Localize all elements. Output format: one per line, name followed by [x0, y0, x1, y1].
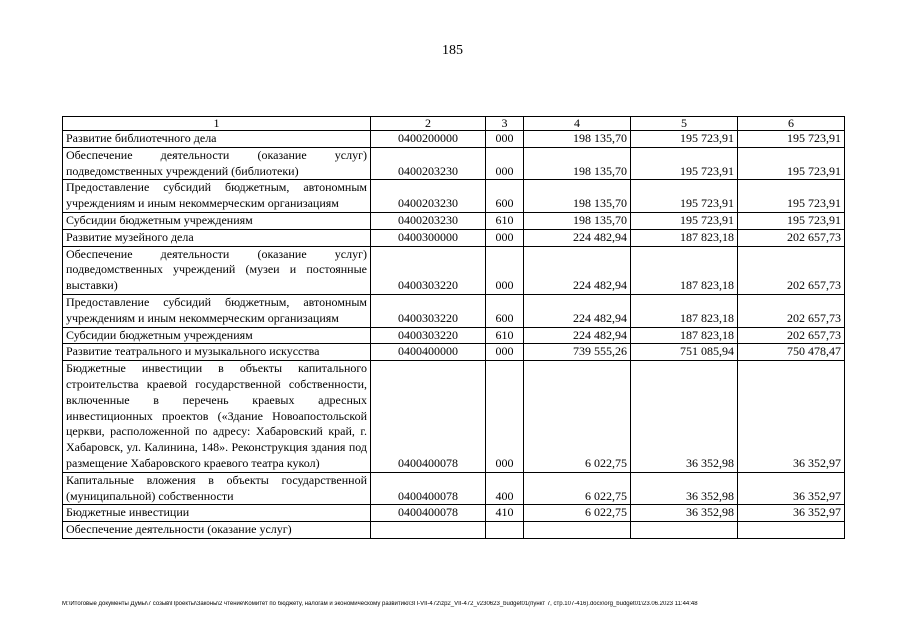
row-value-2024-cell: 187 823,18 [631, 229, 738, 246]
row-name-cell: Бюджетные инвестиции в объекты капитального строительства краевой государственной собственности, включенные в перечень краевых адресных инвестиционных проектов («Здание Новоапостольской церкви, расположенной по адресу: Хабаровский край, г. Хабаровск, ул. Калинина, 148». Реконструкция здания под размещение Хабаровского краевого театра кукол) [63, 361, 371, 473]
row-value-2023-cell: 6 022,75 [524, 472, 631, 505]
table-row [63, 294, 845, 327]
row-expense-type-cell: 000 [486, 246, 524, 294]
row-expense-type-cell: 000 [486, 344, 524, 361]
row-code-cell: 0400400078 [371, 361, 486, 473]
row-name-cell: Развитие музейного дела [63, 229, 371, 246]
row-code-cell: 0400303220 [371, 327, 486, 344]
table-row [63, 505, 845, 522]
row-value-2024-cell [631, 522, 738, 539]
row-value-2023-cell: 198 135,70 [524, 180, 631, 213]
row-value-2025-cell: 36 352,97 [738, 505, 845, 522]
page-number: 185 [442, 43, 463, 58]
header-cell-6: 6 [738, 117, 845, 131]
row-expense-type-cell: 000 [486, 147, 524, 180]
row-value-2023-cell: 198 135,70 [524, 212, 631, 229]
table-row [63, 522, 845, 539]
row-value-2024-cell: 195 723,91 [631, 131, 738, 148]
row-expense-type-cell: 600 [486, 180, 524, 213]
row-value-2025-cell: 195 723,91 [738, 180, 845, 213]
row-value-2023-cell: 6 022,75 [524, 505, 631, 522]
row-name-cell: Предоставление субсидий бюджетным, автономным учреждениям и иным некоммерческим организациям [63, 180, 371, 213]
row-expense-type-cell: 410 [486, 505, 524, 522]
table-row [63, 327, 845, 344]
row-expense-type-cell: 610 [486, 212, 524, 229]
row-value-2024-cell: 36 352,98 [631, 505, 738, 522]
row-name-cell: Бюджетные инвестиции [63, 505, 371, 522]
row-expense-type-cell: 000 [486, 131, 524, 148]
row-value-2025-cell: 202 657,73 [738, 246, 845, 294]
row-value-2025-cell: 195 723,91 [738, 131, 845, 148]
row-value-2024-cell: 195 723,91 [631, 212, 738, 229]
row-value-2025-cell: 202 657,73 [738, 294, 845, 327]
table-row [63, 180, 845, 213]
row-value-2023-cell: 224 482,94 [524, 294, 631, 327]
header-cell-4: 4 [524, 117, 631, 131]
row-expense-type-cell: 000 [486, 229, 524, 246]
row-value-2025-cell: 195 723,91 [738, 147, 845, 180]
row-code-cell: 0400203230 [371, 147, 486, 180]
row-value-2023-cell: 224 482,94 [524, 246, 631, 294]
row-expense-type-cell: 610 [486, 327, 524, 344]
row-code-cell: 0400400078 [371, 505, 486, 522]
row-value-2024-cell: 36 352,98 [631, 361, 738, 473]
row-value-2024-cell: 36 352,98 [631, 472, 738, 505]
row-value-2025-cell: 750 478,47 [738, 344, 845, 361]
row-value-2025-cell: 195 723,91 [738, 212, 845, 229]
row-name-cell: Обеспечение деятельности (оказание услуг) подведомственных учреждений (библиотеки) [63, 147, 371, 180]
row-value-2025-cell: 36 352,97 [738, 472, 845, 505]
table-row [63, 246, 845, 294]
row-name-cell: Обеспечение деятельности (оказание услуг) [63, 522, 371, 539]
header-cell-3: 3 [486, 117, 524, 131]
table-header-row [63, 117, 845, 131]
table-row [63, 361, 845, 473]
row-value-2023-cell: 224 482,94 [524, 327, 631, 344]
row-value-2025-cell: 202 657,73 [738, 229, 845, 246]
row-name-cell: Капитальные вложения в объекты государственной (муниципальной) собственности [63, 472, 371, 505]
row-value-2024-cell: 195 723,91 [631, 180, 738, 213]
row-expense-type-cell: 000 [486, 361, 524, 473]
table-row [63, 344, 845, 361]
header-cell-2: 2 [371, 117, 486, 131]
row-code-cell: 0400203230 [371, 212, 486, 229]
row-value-2024-cell: 751 085,94 [631, 344, 738, 361]
header-cell-1: 1 [63, 117, 371, 131]
row-code-cell: 0400303220 [371, 294, 486, 327]
row-name-cell: Развитие библиотечного дела [63, 131, 371, 148]
row-code-cell [371, 522, 486, 539]
row-value-2023-cell [524, 522, 631, 539]
row-name-cell: Предоставление субсидий бюджетным, автономным учреждениям и иным некоммерческим организациям [63, 294, 371, 327]
row-code-cell: 0400203230 [371, 180, 486, 213]
row-expense-type-cell: 400 [486, 472, 524, 505]
row-value-2023-cell: 739 555,26 [524, 344, 631, 361]
row-value-2024-cell: 195 723,91 [631, 147, 738, 180]
table-row [63, 147, 845, 180]
row-value-2024-cell: 187 823,18 [631, 294, 738, 327]
table-row [63, 229, 845, 246]
row-value-2024-cell: 187 823,18 [631, 246, 738, 294]
row-value-2023-cell: 198 135,70 [524, 131, 631, 148]
row-value-2023-cell: 6 022,75 [524, 361, 631, 473]
row-expense-type-cell: 600 [486, 294, 524, 327]
row-code-cell: 0400300000 [371, 229, 486, 246]
row-name-cell: Обеспечение деятельности (оказание услуг) подведомственных учреждений (музеи и постоянные выставки) [63, 246, 371, 294]
table-row [63, 131, 845, 148]
table-row [63, 212, 845, 229]
document-path-footer: M:\Итоговые документы Думы\7 созыв\Проекты\Законы\2 чтение\Комитет по бюджету, налогам и экономическому развитию\ЗП-VII-472\zp2_VII-472_v230623_budget01(пункт 7, стр.107-416).docx\org_budget01\23.06.2023 11:44:48 [62, 601, 698, 607]
row-value-2025-cell: 36 352,97 [738, 361, 845, 473]
header-cell-5: 5 [631, 117, 738, 131]
row-expense-type-cell [486, 522, 524, 539]
row-value-2025-cell: 202 657,73 [738, 327, 845, 344]
row-code-cell: 0400200000 [371, 131, 486, 148]
row-value-2025-cell [738, 522, 845, 539]
row-value-2023-cell: 224 482,94 [524, 229, 631, 246]
row-code-cell: 0400303220 [371, 246, 486, 294]
row-value-2024-cell: 187 823,18 [631, 327, 738, 344]
row-name-cell: Субсидии бюджетным учреждениям [63, 327, 371, 344]
row-value-2023-cell: 198 135,70 [524, 147, 631, 180]
row-name-cell: Развитие театрального и музыкального искусства [63, 344, 371, 361]
table-row [63, 472, 845, 505]
row-code-cell: 0400400078 [371, 472, 486, 505]
row-name-cell: Субсидии бюджетным учреждениям [63, 212, 371, 229]
budget-table [62, 116, 845, 539]
row-code-cell: 0400400000 [371, 344, 486, 361]
